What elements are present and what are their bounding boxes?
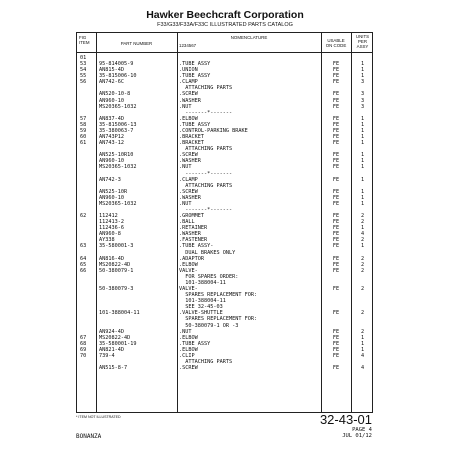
nomenclature: .FASTENER [179, 237, 208, 244]
nomenclature: .TUBE ASSY [179, 340, 211, 347]
units-per-assy: 1 [360, 158, 365, 165]
part-number: AN743P12 [99, 134, 124, 141]
part-number: AN515-8-7 [99, 365, 128, 372]
part-number: 112413-2 [99, 219, 124, 226]
item-number: 70 [80, 352, 87, 359]
per-header-line: PER [357, 39, 368, 44]
units-per-assy: 3 [360, 97, 365, 104]
units-per-assy: 4 [360, 231, 365, 238]
part-number: MS20822-4D [99, 334, 131, 341]
company-title: Hawker Beechcraft Corporation [146, 9, 304, 21]
item-number: 60 [80, 134, 87, 141]
usable-code: FE [332, 213, 340, 220]
part-number: AN815-4D [99, 67, 124, 74]
usable-code: FE [332, 243, 340, 250]
nomenclature: VALVE- [179, 286, 198, 293]
nomenclature: ATTACHING PARTS [179, 85, 233, 92]
usable-code: FE [332, 67, 340, 74]
nomenclature: 101-388004-11 [179, 279, 226, 286]
part-number: 50-380079-1 [99, 267, 134, 274]
part-number: AY338 [99, 237, 115, 244]
nomenclature: SPARES REPLACEMENT FOR: [179, 292, 258, 299]
nomenclature: .VALVE-SHUTTLE [179, 310, 223, 317]
usable-code: FE [332, 134, 340, 141]
nomenclature: .ELBOW [179, 334, 198, 341]
nomenclature: VALVE- [179, 267, 198, 274]
units-per-assy: 1 [360, 140, 365, 147]
usable-code: FE [332, 200, 340, 207]
part-number: 112412 [99, 213, 118, 220]
nomenclature: .CLAMP [179, 79, 198, 86]
usable-code: FE [332, 231, 340, 238]
usable-code: FE [332, 73, 340, 80]
part-number: AN821-4D [99, 346, 124, 353]
usable-code: FE [332, 346, 340, 353]
nomenclature: .TUBE ASSY [179, 73, 211, 80]
part-number: MS20822-4D [99, 261, 131, 268]
nomenclature: .GROMMET [179, 213, 204, 220]
usable-code: FE [332, 91, 340, 98]
usable-code: FE [332, 365, 340, 372]
item-number: 67 [80, 334, 87, 341]
part-number: AN742-3 [99, 176, 121, 183]
item-number: 59 [80, 127, 87, 134]
usable-code: FE [332, 237, 340, 244]
nomenclature: .ELBOW [179, 261, 198, 268]
usable-code: FE [332, 79, 340, 86]
nomenclature-header: NOMENCLATURE [230, 35, 268, 40]
nomenclature: 101-388004-11 [179, 298, 226, 305]
units-per-assy: 3 [360, 103, 365, 110]
units-per-assy: 1 [360, 243, 365, 250]
units-header-line: UNITS [355, 34, 370, 39]
catalog-subtitle: F33/G33/F33A/F33C ILLUSTRATED PARTS CATALOG [157, 22, 293, 28]
page-number: PAGE 4 [352, 427, 372, 433]
units-per-assy-header [351, 34, 374, 49]
part-number: 95-814005-9 [99, 61, 134, 68]
part-number: 35-380063-7 [99, 127, 134, 134]
usable-code: FE [332, 103, 340, 110]
usable-code-header [321, 38, 351, 48]
units-per-assy: 1 [360, 127, 365, 134]
item-number: 64 [80, 255, 87, 262]
usable-code: FE [332, 328, 340, 335]
nomenclature: .TUBE ASSY [179, 61, 211, 68]
nomenclature: -------*------- [179, 170, 233, 177]
units-per-assy: 1 [360, 334, 365, 341]
units-per-assy: 1 [360, 188, 365, 195]
nomenclature: .NUT [179, 328, 192, 335]
part-number: AN520-10-8 [99, 91, 131, 98]
nomenclature: ATTACHING PARTS [179, 182, 233, 189]
nomenclature: .ELBOW [179, 346, 198, 353]
part-number: 101-388004-11 [99, 310, 140, 317]
part-number: AN960-10 [99, 194, 124, 201]
item-number: 66 [80, 267, 87, 274]
footnote: * ITEM NOT ILLUSTRATED [76, 415, 121, 419]
part-number: AN743-12 [99, 140, 124, 147]
units-per-assy: 4 [360, 365, 365, 372]
nomenclature: .UNION [179, 67, 198, 74]
usable-code: FE [332, 225, 340, 232]
part-number: AN525-10R [99, 188, 128, 195]
units-per-assy: 1 [360, 194, 365, 201]
parts-row [77, 365, 372, 371]
part-number: 35-580001-19 [99, 340, 137, 347]
part-number: AN960-10 [99, 158, 124, 165]
nomenclature: .RETAINER [179, 225, 208, 232]
nomenclature: .NUT [179, 164, 192, 171]
usable-code: FE [332, 164, 340, 171]
units-per-assy: 2 [360, 219, 365, 226]
usable-code: FE [332, 261, 340, 268]
usable-code: FE [332, 194, 340, 201]
units-per-assy: 1 [360, 121, 365, 128]
usable-header-line: USABLE [327, 38, 345, 43]
units-per-assy: 1 [360, 61, 365, 68]
part-number: 35-580001-3 [99, 243, 134, 250]
part-number: 739-4 [99, 352, 115, 359]
units-per-assy: 2 [360, 267, 365, 274]
units-per-assy: 2 [360, 213, 365, 220]
item-number: 65 [80, 261, 87, 268]
nomenclature: .TUBE ASSY- [179, 243, 214, 250]
usable-code: FE [332, 127, 340, 134]
nomenclature: SEE 32-45-03 [179, 304, 223, 311]
part-number: AN816-4D [99, 255, 124, 262]
nomenclature: -------*------- [179, 109, 233, 116]
item-number: 56 [80, 79, 87, 86]
units-per-assy: 2 [360, 255, 365, 262]
part-number: MS20365-1032 [99, 164, 137, 171]
fig-header [77, 35, 98, 45]
part-number-header: PART NUMBER [120, 41, 153, 46]
units-per-assy: 1 [360, 134, 365, 141]
usable-code: FE [332, 219, 340, 226]
item-number: 63 [80, 243, 87, 250]
item-number: 01 [80, 55, 87, 61]
nomenclature: .BALL [179, 219, 195, 226]
units-per-assy: 2 [360, 328, 365, 335]
part-number: AN525-10R10 [99, 152, 134, 159]
part-number: AN924-4D [99, 328, 124, 335]
usable-code: FE [332, 255, 340, 262]
units-per-assy: 3 [360, 91, 365, 98]
nomenclature: .SCREW [179, 152, 198, 159]
nomenclature: .ELBOW [179, 115, 198, 122]
units-per-assy: 2 [360, 237, 365, 244]
usable-code: FE [332, 340, 340, 347]
nomenclature: ATTACHING PARTS [179, 146, 233, 153]
nomenclature: .BRACKET [179, 134, 204, 141]
part-number: MS20365-1032 [99, 103, 137, 110]
part-number: AN742-6C [99, 79, 124, 86]
code-header-line: ON CODE [325, 43, 347, 48]
units-per-assy: 1 [360, 152, 365, 159]
nomenclature: .SCREW [179, 91, 198, 98]
units-per-assy: 1 [360, 340, 365, 347]
units-per-assy: 1 [360, 73, 365, 80]
nomenclature: FOR SPARES ORDER: [179, 273, 239, 280]
nomenclature: 50-380079-1 OR -3 [179, 322, 239, 329]
units-per-assy: 3 [360, 79, 365, 86]
nomenclature-indent-scale: 1234567 [179, 43, 197, 48]
fig-header-line: FIG [79, 35, 87, 40]
nomenclature: SPARES REPLACEMENT FOR: [179, 316, 258, 323]
units-per-assy: 1 [360, 67, 365, 74]
usable-code: FE [332, 140, 340, 147]
units-per-assy: 1 [360, 176, 365, 183]
item-header-line: ITEM [79, 40, 90, 45]
nomenclature: .WASHER [179, 97, 201, 104]
units-per-assy: 2 [360, 286, 365, 293]
usable-code: FE [332, 152, 340, 159]
parts-table [76, 32, 373, 413]
assy-header-line: ASSY [356, 44, 369, 49]
usable-code: FE [332, 176, 340, 183]
nomenclature: .SCREW [179, 365, 198, 372]
units-per-assy: 4 [360, 352, 365, 359]
part-number: 35-815006-13 [99, 121, 137, 128]
item-number: 61 [80, 140, 87, 147]
nomenclature: .NUT [179, 103, 192, 110]
nomenclature: .CONTROL-PARKING BRAKE [179, 127, 248, 134]
usable-code: FE [332, 286, 340, 293]
nomenclature: .CLAMP [179, 176, 198, 183]
units-per-assy: 1 [360, 164, 365, 171]
usable-code: FE [332, 352, 340, 359]
chapter-number: 32-43-01 [319, 412, 372, 427]
revision-date: JUL 01/12 [342, 433, 372, 439]
part-number: AN960-10 [99, 97, 124, 104]
item-number: 53 [80, 61, 87, 68]
nomenclature: .WASHER [179, 158, 201, 165]
nomenclature: .BRACKET [179, 140, 204, 147]
part-number: AN837-4D [99, 115, 124, 122]
usable-code: FE [332, 115, 340, 122]
usable-code: FE [332, 334, 340, 341]
units-per-assy: 2 [360, 310, 365, 317]
nomenclature: .NUT [179, 200, 192, 207]
units-per-assy: 1 [360, 225, 365, 232]
column-header [77, 33, 372, 53]
usable-code: FE [332, 267, 340, 274]
part-number: AN960-8 [99, 231, 121, 238]
part-number: MS20365-1032 [99, 200, 137, 207]
units-per-assy: 1 [360, 200, 365, 207]
item-number: 54 [80, 67, 87, 74]
nomenclature: ATTACHING PARTS [179, 359, 233, 365]
item-number: 68 [80, 340, 87, 347]
usable-code: FE [332, 97, 340, 104]
nomenclature: .WASHER [179, 231, 201, 238]
item-number: 58 [80, 121, 87, 128]
nomenclature: .TUBE ASSY [179, 121, 211, 128]
nomenclature: -------*------- [179, 207, 233, 213]
nomenclature: .SCREW [179, 188, 198, 195]
usable-code: FE [332, 121, 340, 128]
usable-code: FE [332, 310, 340, 317]
nomenclature: .ADAPTOR [179, 255, 204, 262]
item-number: 57 [80, 115, 87, 122]
usable-code: FE [332, 158, 340, 165]
units-per-assy: 1 [360, 115, 365, 122]
part-number: 112436-6 [99, 225, 124, 232]
nomenclature: DUAL BRAKES ONLY [179, 249, 236, 256]
usable-code: FE [332, 188, 340, 195]
nomenclature: .CLIP [179, 352, 195, 359]
nomenclature: .WASHER [179, 194, 201, 201]
item-number: 55 [80, 73, 87, 80]
units-per-assy: 1 [360, 346, 365, 353]
usable-code: FE [332, 61, 340, 68]
model-name: BONANZA [76, 433, 102, 440]
part-number: 50-380079-3 [99, 286, 134, 293]
part-number: 35-815006-10 [99, 73, 137, 80]
item-number: 62 [80, 213, 87, 220]
units-per-assy: 2 [360, 261, 365, 268]
item-number: 69 [80, 346, 87, 353]
